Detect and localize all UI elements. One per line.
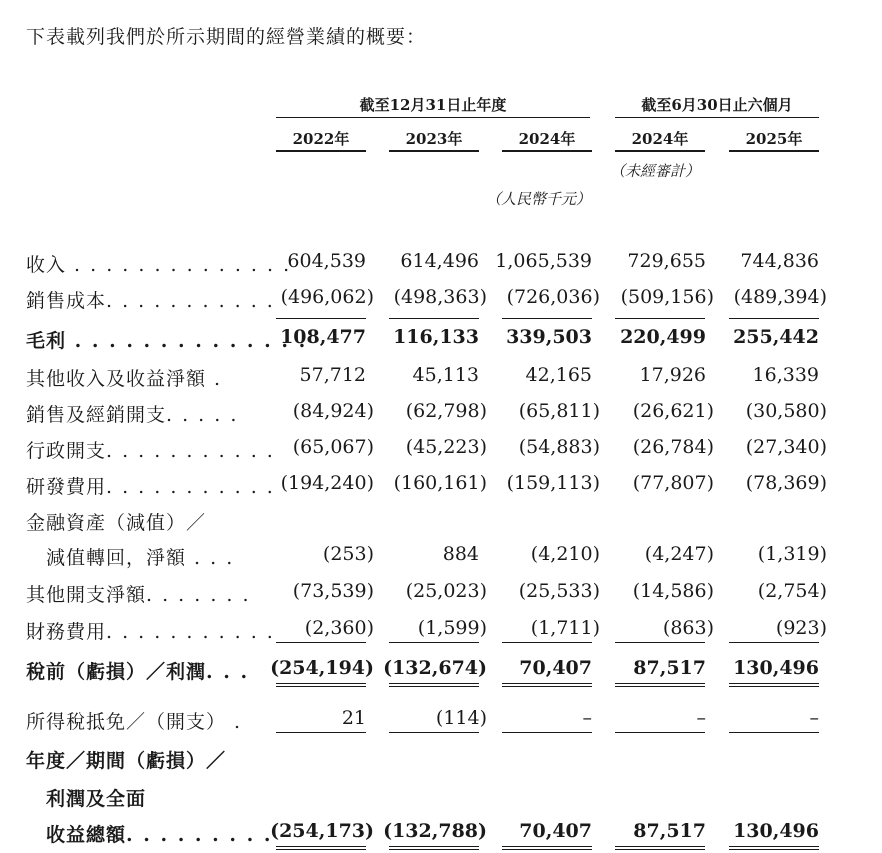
row-label-text: 毛利 xyxy=(26,330,67,352)
intro-text: 下表載列我們於所示期間的經營業績的概要： xyxy=(26,26,427,48)
table-cell: 604,539 xyxy=(287,250,366,272)
table-cell: 70,407 xyxy=(519,657,592,679)
table-cell: 87,517 xyxy=(633,657,706,679)
table-cell: 17,926 xyxy=(639,364,706,386)
table-cell: (114) xyxy=(435,707,487,729)
total-double-rule xyxy=(615,846,705,850)
table-cell: (54,883) xyxy=(518,436,600,458)
total-double-rule xyxy=(729,846,819,850)
table-cell: (2,754) xyxy=(757,580,827,602)
subtotal-rule xyxy=(389,732,479,733)
table-cell: (78,369) xyxy=(745,472,827,494)
table-cell: (498,363) xyxy=(393,286,487,308)
table-cell: (65,067) xyxy=(292,436,374,458)
table-cell: (14,586) xyxy=(632,580,714,602)
subtotal-rule xyxy=(615,732,705,733)
row-label xyxy=(26,707,242,734)
table-cell: (254,194) xyxy=(270,657,374,679)
subtotal-rule xyxy=(729,732,819,733)
table-cell: (4,247) xyxy=(644,543,714,565)
row-label xyxy=(26,657,249,684)
table-cell: 130,496 xyxy=(733,820,819,842)
row-label-leader: . . . . . xyxy=(166,404,239,426)
year-header-5: 2025年 xyxy=(745,130,803,148)
row-label-leader: . . . . . . . . . . . xyxy=(106,476,275,498)
table-cell: (26,784) xyxy=(632,436,714,458)
table-cell: (62,798) xyxy=(405,400,487,422)
table-cell: (194,240) xyxy=(280,472,374,494)
table-cell: 70,407 xyxy=(519,820,592,842)
table-cell: (25,023) xyxy=(405,580,487,602)
row-label xyxy=(26,436,275,463)
table-cell: 220,499 xyxy=(620,326,706,348)
total-double-rule xyxy=(502,683,592,687)
table-cell: (84,924) xyxy=(292,400,374,422)
table-cell: (27,340) xyxy=(745,436,827,458)
row-label-text: 行政開支 xyxy=(26,440,107,462)
row-label xyxy=(26,580,251,607)
table-cell: (2,360) xyxy=(304,617,374,639)
currency-note: （人民幣千元） xyxy=(486,190,592,208)
table-cell: (4,210) xyxy=(530,543,600,565)
table-cell: 16,339 xyxy=(752,364,819,386)
row-label-text: 收入 xyxy=(26,254,67,276)
subtotal-rule xyxy=(502,318,592,319)
table-cell: – xyxy=(809,707,819,729)
row-label-text: 其他收入及收益淨額 xyxy=(26,368,207,390)
row-label-leader: . . . xyxy=(206,661,250,683)
year-underline-5 xyxy=(729,150,819,152)
subtotal-rule xyxy=(729,318,819,319)
row-label-text: 年度／期間（虧損）／ xyxy=(26,750,227,772)
total-double-rule xyxy=(276,683,366,687)
row-label-text: 所得稅抵免／（開支） xyxy=(26,711,227,733)
table-cell: (254,173) xyxy=(270,820,374,842)
table-cell: (73,539) xyxy=(292,580,374,602)
table-cell: (509,156) xyxy=(620,286,714,308)
table-cell: (77,807) xyxy=(632,472,714,494)
table-cell: (159,113) xyxy=(506,472,600,494)
row-label-text: 稅前（虧損）／利潤 xyxy=(26,661,207,683)
table-cell: (1,599) xyxy=(417,617,487,639)
table-cell: 614,496 xyxy=(400,250,479,272)
table-cell: – xyxy=(696,707,706,729)
subtotal-rule xyxy=(276,318,366,319)
row-label-leader: . . . . . . . . . . . xyxy=(106,440,275,462)
subtotal-rule xyxy=(502,642,592,643)
row-label-text: 金融資產（減值）／ xyxy=(26,512,207,534)
table-cell: 729,655 xyxy=(627,250,706,272)
row-label-leader: . . . . . . . . . . . . . . xyxy=(66,254,292,276)
table-cell: (489,394) xyxy=(733,286,827,308)
subtotal-rule xyxy=(276,732,366,733)
total-double-rule xyxy=(729,683,819,687)
table-cell: (30,580) xyxy=(745,400,827,422)
table-cell: (253) xyxy=(322,543,374,565)
row-label xyxy=(26,472,275,499)
row-label-text: 銷售及經銷開支 xyxy=(26,404,167,426)
row-label xyxy=(26,286,275,313)
row-label xyxy=(26,784,146,811)
row-label xyxy=(26,326,307,353)
total-double-rule xyxy=(615,683,705,687)
table-cell: (1,319) xyxy=(757,543,827,565)
row-label-leader: . . . . . . . . . . . xyxy=(106,290,275,312)
row-label xyxy=(26,364,222,391)
row-label-text: 研發費用 xyxy=(26,476,107,498)
row-label-leader: . . . . . . . xyxy=(146,584,251,606)
total-double-rule xyxy=(389,846,479,850)
table-cell: 45,113 xyxy=(412,364,479,386)
row-label xyxy=(26,250,291,277)
subtotal-rule xyxy=(729,642,819,643)
total-double-rule xyxy=(389,683,479,687)
year-underline-3 xyxy=(502,150,592,152)
table-cell: 57,712 xyxy=(299,364,366,386)
year-underline-4 xyxy=(615,150,705,152)
total-double-rule xyxy=(276,846,366,850)
table-cell: (45,223) xyxy=(405,436,487,458)
table-cell: 744,836 xyxy=(740,250,819,272)
year-underline-1 xyxy=(276,150,366,152)
table-cell: 339,503 xyxy=(506,326,592,348)
table-cell: (1,711) xyxy=(530,617,600,639)
table-cell: 1,065,539 xyxy=(495,250,592,272)
table-cell: (863) xyxy=(662,617,714,639)
table-cell: 884 xyxy=(442,543,479,565)
table-cell: (726,036) xyxy=(506,286,600,308)
table-cell: – xyxy=(582,707,592,729)
table-cell: (923) xyxy=(775,617,827,639)
row-label-text: 收益總額 xyxy=(26,824,127,846)
group-header-interim: 截至6月30日止六個月 xyxy=(641,96,793,114)
group-header-annual: 截至12月31日止年度 xyxy=(359,96,507,114)
row-label xyxy=(26,508,206,535)
row-label-leader: . . . xyxy=(186,547,235,569)
subtotal-rule xyxy=(615,642,705,643)
year-underline-2 xyxy=(389,150,479,152)
table-cell: 108,477 xyxy=(280,326,366,348)
row-label xyxy=(26,400,238,427)
row-label-leader: . . . . . . . . . xyxy=(126,824,273,846)
row-label xyxy=(26,746,226,773)
table-cell: 255,442 xyxy=(733,326,819,348)
subtotal-rule xyxy=(389,642,479,643)
subtotal-rule xyxy=(276,642,366,643)
row-label xyxy=(26,617,275,644)
row-label-text: 財務費用 xyxy=(26,621,107,643)
row-label-leader: . . . . . . . . . . . . . . xyxy=(66,330,308,352)
group-line-interim xyxy=(615,117,819,118)
subtotal-rule xyxy=(615,318,705,319)
table-cell: (132,674) xyxy=(383,657,487,679)
table-cell: (132,788) xyxy=(383,820,487,842)
year-header-4: 2024年 xyxy=(631,130,689,148)
total-double-rule xyxy=(502,846,592,850)
year-header-1: 2022年 xyxy=(292,130,350,148)
table-cell: (65,811) xyxy=(518,400,600,422)
row-label-leader: . xyxy=(226,711,243,733)
year-header-2: 2023年 xyxy=(405,130,463,148)
subtotal-rule xyxy=(389,318,479,319)
table-cell: (160,161) xyxy=(393,472,487,494)
table-cell: (26,621) xyxy=(632,400,714,422)
row-label-text: 利潤及全面 xyxy=(26,788,147,810)
row-label xyxy=(26,543,234,570)
table-cell: 87,517 xyxy=(633,820,706,842)
unaudited-note: （未經審計） xyxy=(610,162,701,180)
row-label-leader: . . . . . . . . . . . xyxy=(106,621,275,643)
table-cell: (25,533) xyxy=(518,580,600,602)
row-label-leader: . xyxy=(206,368,223,390)
table-cell: 130,496 xyxy=(733,657,819,679)
table-cell: 116,133 xyxy=(393,326,479,348)
year-header-3: 2024年 xyxy=(518,130,576,148)
table-cell: (496,062) xyxy=(280,286,374,308)
table-cell: 42,165 xyxy=(525,364,592,386)
row-label xyxy=(26,820,272,847)
row-label-text: 其他開支淨額 xyxy=(26,584,147,606)
group-line-annual xyxy=(276,117,590,118)
row-label-text: 減值轉回，淨額 xyxy=(26,547,187,569)
table-cell: 21 xyxy=(341,707,366,729)
row-label-text: 銷售成本 xyxy=(26,290,107,312)
subtotal-rule xyxy=(502,732,592,733)
